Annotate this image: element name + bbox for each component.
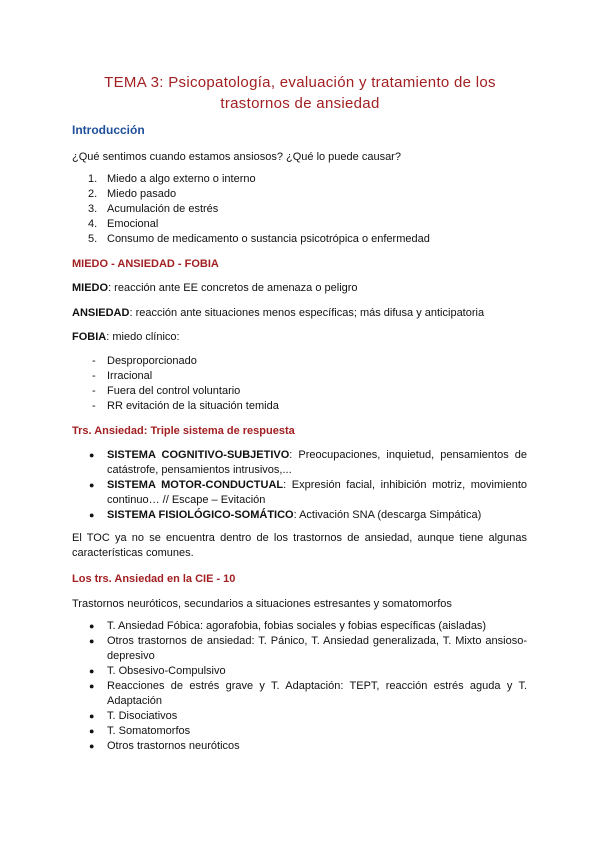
list-item: ● T. Obsesivo-Compulsivo	[89, 665, 226, 677]
cie-heading: Los trs. Ansiedad en la CIE - 10	[72, 573, 236, 585]
miedo-definition: MIEDO: reacción ante EE concretos de amenaza o peligro	[72, 282, 358, 294]
list-item: ● SISTEMA COGNITIVO-SUBJETIVO: Preocupaciones, inquietud, pensamientos de catástrofe, pensamientos intrusivos,...	[89, 449, 527, 476]
title-line-2: trastornos de ansiedad	[220, 95, 380, 112]
fobia-list	[72, 354, 527, 414]
bullet-icon: ●	[89, 726, 95, 736]
list-item: 3. Acumulación de estrés	[88, 203, 219, 215]
intro-question: ¿Qué sentimos cuando estamos ansiosos? ¿Qué lo puede causar?	[72, 151, 401, 163]
list-item: ● SISTEMA FISIOLÓGICO-SOMÁTICO: Activación SNA (descarga Simpática)	[89, 509, 482, 521]
list-item: ● T. Ansiedad Fóbica: agorafobia, fobias sociales y fobias específicas (aisladas)	[89, 620, 487, 632]
list-item: ● Otros trastornos neuróticos	[89, 740, 240, 752]
bullet-icon: ●	[89, 681, 95, 691]
intro-list	[72, 172, 527, 247]
miedo-ansiedad-fobia-heading: MIEDO - ANSIEDAD - FOBIA	[72, 258, 219, 270]
list-item: - Fuera del control voluntario	[92, 385, 241, 397]
intro-heading: Introducción	[72, 123, 145, 137]
list-item: - RR evitación de la situación temida	[92, 400, 279, 412]
bullet-icon: ●	[89, 621, 95, 631]
list-item: ● T. Disociativos	[89, 710, 178, 722]
list-item: ● SISTEMA MOTOR-CONDUCTUAL: Expresión facial, inhibición motriz, movimiento continuo… // Escape – Evitación	[89, 479, 528, 506]
bullet-icon: ●	[89, 510, 95, 520]
list-item: ● Otros trastornos de ansiedad: T. Pánico, T. Ansiedad generalizada, T. Mixto ansioso-depresivo	[89, 635, 527, 662]
document-title	[60, 72, 540, 114]
list-item: - Desproporcionado	[92, 355, 197, 367]
list-item: - Irracional	[92, 370, 153, 382]
list-item: 2. Miedo pasado	[88, 188, 177, 200]
cie-intro: Trastornos neuróticos, secundarios a situaciones estresantes y somatomorfos	[72, 598, 452, 610]
ansiedad-definition: ANSIEDAD: reacción ante situaciones menos específicas; más difusa y anticipatoria	[72, 307, 485, 319]
bullet-icon: ●	[89, 666, 95, 676]
title-line-1: TEMA 3: Psicopatología, evaluación y tratamiento de los	[104, 74, 496, 91]
list-item: 1. Miedo a algo externo o interno	[88, 173, 256, 185]
bullet-icon: ●	[89, 741, 95, 751]
list-item: ● Reacciones de estrés grave y T. Adaptación: TEPT, reacción estrés aguda y T. Adaptación	[89, 680, 527, 707]
toc-note: El TOC ya no se encuentra dentro de los trastornos de ansiedad, aunque tiene algunas características comunes.	[72, 532, 527, 559]
triple-sistema-list	[72, 448, 527, 523]
list-item: 5. Consumo de medicamento o sustancia psicotrópica o enfermedad	[88, 233, 430, 245]
bullet-icon: ●	[89, 711, 95, 721]
list-item: 4. Emocional	[88, 218, 159, 230]
list-item: ● T. Somatomorfos	[89, 725, 191, 737]
bullet-icon: ●	[89, 480, 95, 490]
bullet-icon: ●	[89, 450, 95, 460]
fobia-definition: FOBIA: miedo clínico:	[72, 331, 180, 343]
cie-list	[72, 619, 527, 754]
triple-sistema-heading: Trs. Ansiedad: Triple sistema de respuesta	[72, 425, 295, 437]
bullet-icon: ●	[89, 636, 95, 646]
